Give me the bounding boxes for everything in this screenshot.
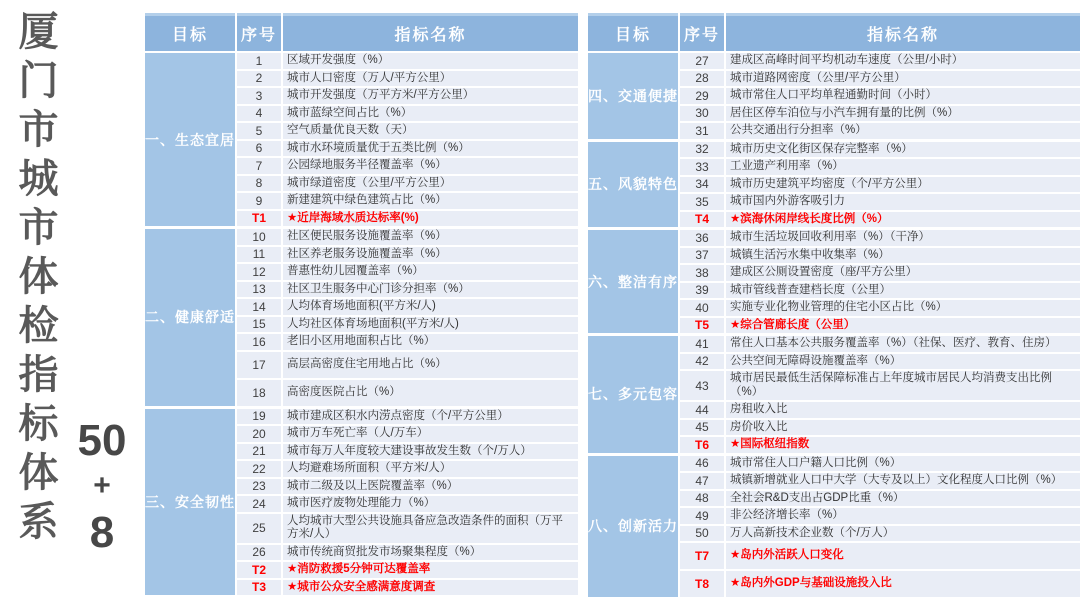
indicator-name: 城市历史建筑平均密度（个/平方公里） [726,177,1080,193]
row-number: 24 [237,496,281,512]
table-row [680,508,1080,524]
row-number: 38 [680,265,724,281]
row-number: 21 [237,444,281,460]
goal-group [588,142,1080,228]
indicator-name: 社区便民服务设施覆盖率（%） [283,229,578,245]
row-number: 12 [237,264,281,280]
column-header-name: 指标名称 [726,13,1080,51]
table-row [680,212,1080,228]
row-number: T6 [680,437,724,453]
goal-group [588,336,1080,453]
table-header-row [145,13,578,51]
indicator-name: ★滨海休闲岸线长度比例（%） [726,212,1080,228]
row-number: 36 [680,230,724,246]
table-row [237,562,578,578]
row-number: 34 [680,177,724,193]
row-number: T3 [237,580,281,596]
table-row [237,282,578,298]
indicator-name: 城市建成区积水内涝点密度（个/平方公里） [283,409,578,425]
row-number: T5 [680,318,724,334]
table-row [680,473,1080,489]
indicator-name: 城市常住人口平均单程通勤时间（小时） [726,88,1080,104]
table-row [237,141,578,157]
row-number: 9 [237,193,281,209]
indicator-name: 城镇生活污水集中收集率（%） [726,248,1080,264]
row-number: 31 [680,123,724,139]
row-number: 42 [680,354,724,370]
table-row [237,409,578,425]
row-number: 32 [680,142,724,158]
goal-group [145,229,578,406]
table-row [237,229,578,245]
indicator-name: 高密度医院占比（%） [283,380,578,406]
rows-container [680,456,1080,597]
indicator-name: 城镇新增就业人口中大学（大专及以上）文化程度人口比例（%） [726,473,1080,489]
indicator-name: 常住人口基本公共服务覆盖率（%）（社保、医疗、教育、住房） [726,336,1080,352]
indicator-name: 建成区高峰时间平均机动车速度（公里/小时） [726,53,1080,69]
table-row [237,193,578,209]
row-number: 13 [237,282,281,298]
row-number: 8 [237,176,281,192]
row-number: 15 [237,317,281,333]
indicator-name: 工业遗产利用率（%） [726,159,1080,175]
table-row [237,334,578,350]
indicator-name: 公共交通出行分担率（%） [726,123,1080,139]
table-row [237,479,578,495]
row-number: T1 [237,211,281,227]
row-number: 5 [237,123,281,139]
table-row [680,53,1080,69]
row-number: 49 [680,508,724,524]
table-row [680,420,1080,436]
row-number: 26 [237,545,281,561]
table-row [680,300,1080,316]
indicator-name: 城市生活垃圾回收利用率（%）（干净） [726,230,1080,246]
indicator-name: 城市管线普查建档长度（公里） [726,283,1080,299]
table-row [680,491,1080,507]
indicator-name: ★城市公众安全感满意度调查 [283,580,578,596]
row-number: 41 [680,336,724,352]
indicator-name: 城市水环境质量优于五类比例（%） [283,141,578,157]
row-number: T7 [680,543,724,569]
table-row [680,336,1080,352]
table-row [237,545,578,561]
table-row [237,123,578,139]
indicator-name: 城市常住人口户籍人口比例（%） [726,456,1080,472]
row-number: 25 [237,514,281,543]
goal-cell: 六、整洁有序 [588,230,678,333]
table-row [237,247,578,263]
indicator-name: 区域开发强度（%） [283,53,578,69]
goal-cell: 四、交通便捷 [588,53,678,139]
row-number: 46 [680,456,724,472]
indicator-name: 公园绿地服务半径覆盖率（%） [283,158,578,174]
column-header-goal: 目标 [588,13,678,51]
indicator-name: 城市二级及以上医院覆盖率（%） [283,479,578,495]
table-header-row [588,13,1080,51]
table-row [237,299,578,315]
row-number: 16 [237,334,281,350]
indicator-table-right [588,13,1080,597]
table-row [237,106,578,122]
table-row [237,444,578,460]
indicator-name: 新建建筑中绿色建筑占比（%） [283,193,578,209]
table-row [237,580,578,596]
indicator-name: 城市医疗废物处理能力（%） [283,496,578,512]
column-header-no: 序号 [680,13,724,51]
indicator-name: 建成区公厕设置密度（座/平方公里） [726,265,1080,281]
indicator-name: 人均社区体育场地面积(平方米/人) [283,317,578,333]
table-row [237,514,578,543]
table-body [588,53,1080,597]
table-row [680,142,1080,158]
indicator-table-left [145,13,578,595]
indicator-name: 城市传统商贸批发市场聚集程度（%） [283,545,578,561]
goal-cell: 八、创新活力 [588,456,678,597]
indicator-name: 万人高新技术企业数（个/万人） [726,526,1080,542]
column-header-no: 序号 [237,13,281,51]
row-number: 11 [237,247,281,263]
table-row [680,318,1080,334]
row-number: 40 [680,300,724,316]
table-row [237,426,578,442]
row-number: 47 [680,473,724,489]
goal-group [588,230,1080,333]
indicator-name: 空气质量优良天数（天） [283,123,578,139]
row-number: 33 [680,159,724,175]
indicator-count-badge [72,418,132,558]
goal-cell: 七、多元包容 [588,336,678,453]
goal-group [145,53,578,226]
table-row [680,194,1080,210]
indicator-name: 非公经济增长率（%） [726,508,1080,524]
indicator-name: 高层高密度住宅用地占比（%） [283,352,578,378]
table-row [237,352,578,378]
indicator-name: 城市蓝绿空间占比（%） [283,106,578,122]
indicator-name: ★国际枢纽指数 [726,437,1080,453]
indicator-name: ★近岸海域水质达标率(%) [283,211,578,227]
indicator-name: 城市万车死亡率（人/万车） [283,426,578,442]
row-number: 23 [237,479,281,495]
table-row [237,158,578,174]
table-row [680,456,1080,472]
row-number: 17 [237,352,281,378]
table-row [237,461,578,477]
indicator-name: 社区卫生服务中心门诊分担率（%） [283,282,578,298]
table-row [680,230,1080,246]
table-row [680,248,1080,264]
table-row [237,53,578,69]
indicator-name: 公共空间无障碍设施覆盖率（%） [726,354,1080,370]
indicator-name: 城市人口密度（万人/平方公里） [283,71,578,87]
row-number: 18 [237,380,281,406]
rows-container [680,230,1080,333]
table-row [680,571,1080,597]
indicator-name: 人均体育场地面积(平方米/人) [283,299,578,315]
table-row [680,123,1080,139]
rows-container [237,409,578,596]
table-row [680,354,1080,370]
row-number: 35 [680,194,724,210]
indicator-name: ★综合管廊长度（公里） [726,318,1080,334]
row-number: T8 [680,571,724,597]
indicator-name: ★岛内外GDP与基础设施投入比 [726,571,1080,597]
indicator-name: 全社会R&D支出占GDP比重（%） [726,491,1080,507]
row-number: 4 [237,106,281,122]
count-50: 50 [72,418,132,464]
row-number: 14 [237,299,281,315]
rows-container [680,336,1080,453]
table-row [237,264,578,280]
table-body [145,53,578,595]
table-row [680,177,1080,193]
rows-container [680,142,1080,228]
table-row [237,496,578,512]
goal-group [145,409,578,596]
row-number: 3 [237,88,281,104]
row-number: 10 [237,229,281,245]
row-number: 50 [680,526,724,542]
column-header-goal: 目标 [145,13,235,51]
table-row [680,159,1080,175]
indicator-name: ★消防救援5分钟可达覆盖率 [283,562,578,578]
indicator-name: 城市绿道密度（公里/平方公里） [283,176,578,192]
row-number: 6 [237,141,281,157]
table-row [680,265,1080,281]
row-number: T2 [237,562,281,578]
indicator-name: 城市道路网密度（公里/平方公里） [726,71,1080,87]
table-row [680,71,1080,87]
row-number: 43 [680,371,724,400]
table-row [237,71,578,87]
indicator-name: 房租收入比 [726,402,1080,418]
table-row [680,437,1080,453]
indicator-name: 人均避难场所面积（平方米/人） [283,461,578,477]
goal-cell: 二、健康舒适 [145,229,235,406]
table-row [680,526,1080,542]
table-row [237,211,578,227]
goal-group [588,53,1080,139]
count-plus: + [72,464,132,508]
indicator-name: 实施专业化物业管理的住宅小区占比（%） [726,300,1080,316]
row-number: 45 [680,420,724,436]
row-number: 7 [237,158,281,174]
goal-cell: 三、安全韧性 [145,409,235,596]
table-row [680,283,1080,299]
table-row [237,317,578,333]
row-number: 28 [680,71,724,87]
indicator-name: 城市开发强度（万平方米/平方公里） [283,88,578,104]
row-number: 1 [237,53,281,69]
row-number: 30 [680,106,724,122]
row-number: 39 [680,283,724,299]
indicator-name: 居住区停车泊位与小汽车拥有量的比例（%） [726,106,1080,122]
indicator-name: 普惠性幼儿园覆盖率（%） [283,264,578,280]
indicator-name: 城市居民最低生活保障标准占上年度城市居民人均消费支出比例（%） [726,371,1080,400]
indicator-name: 社区养老服务设施覆盖率（%） [283,247,578,263]
indicator-name: 老旧小区用地面积占比（%） [283,334,578,350]
column-header-name: 指标名称 [283,13,578,51]
row-number: 22 [237,461,281,477]
rows-container [237,53,578,226]
goal-group [588,456,1080,597]
row-number: 48 [680,491,724,507]
table-row [237,380,578,406]
row-number: 37 [680,248,724,264]
row-number: 27 [680,53,724,69]
indicator-name: 房价收入比 [726,420,1080,436]
table-row [680,371,1080,400]
table-row [680,543,1080,569]
indicator-name: ★岛内外活跃人口变化 [726,543,1080,569]
row-number: 19 [237,409,281,425]
table-row [237,176,578,192]
rows-container [680,53,1080,139]
indicator-name: 城市每万人年度较大建设事故发生数（个/万人） [283,444,578,460]
row-number: 20 [237,426,281,442]
goal-cell: 一、生态宜居 [145,53,235,226]
row-number: T4 [680,212,724,228]
table-row [237,88,578,104]
row-number: 29 [680,88,724,104]
table-row [680,88,1080,104]
row-number: 44 [680,402,724,418]
table-row [680,402,1080,418]
page-title-vertical: 厦门市城市体检指标体系 [6,10,64,570]
indicator-name: 人均城市大型公共设施具备应急改造条件的面积（万平方米/人） [283,514,578,543]
indicator-name: 城市国内外游客吸引力 [726,194,1080,210]
rows-container [237,229,578,406]
count-8: 8 [72,508,132,558]
indicator-name: 城市历史文化街区保存完整率（%） [726,142,1080,158]
table-row [680,106,1080,122]
goal-cell: 五、风貌特色 [588,142,678,228]
row-number: 2 [237,71,281,87]
